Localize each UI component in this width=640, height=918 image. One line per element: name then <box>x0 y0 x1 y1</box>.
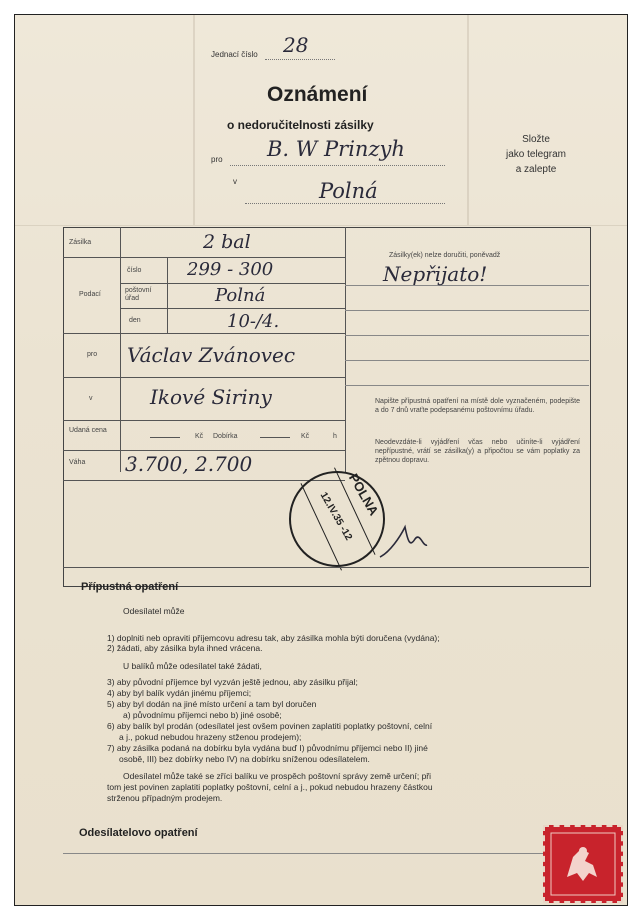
measure-item: 2) žádati, aby zásilka byla ihned vrácena. <box>107 643 263 653</box>
form-divider <box>345 227 346 472</box>
measure-item: strženou případným prodejem. <box>107 793 223 803</box>
row-line <box>63 450 345 451</box>
postmark-date: 12.IV.35 -12 <box>317 490 354 543</box>
jednaci-line <box>265 59 335 60</box>
header-v-line <box>245 203 445 204</box>
measure-item: tom jest povinen zaplatiti poplatky poštovní, celní a j., pokud nebudou hrazeny částkou <box>107 782 433 792</box>
header-v-value: Polná <box>319 179 378 203</box>
signature-mark <box>375 517 435 567</box>
measure-item: 4) aby byl balík vydán jinému příjemci; <box>107 688 252 698</box>
sender-measures-heading: Odesílatelovo opatření <box>79 827 198 839</box>
jednaci-value: 28 <box>283 33 309 57</box>
form-note-1: Napište přípustná opatření na místě dole vyznačeném, podepište a do 7 dnů vraťte podepsanému poštovnímu úřadu. <box>375 398 580 414</box>
dash-mark <box>260 437 290 438</box>
zasilka-value: 2 bal <box>203 231 251 253</box>
dobirka-kc-label: Kč <box>301 433 310 440</box>
zasilka-label: Zásilka <box>69 239 92 246</box>
lion-emblem-icon <box>545 827 621 901</box>
dobirka-label: Dobírka <box>213 433 238 440</box>
header-pro-line <box>230 165 445 166</box>
label-divider <box>120 227 121 472</box>
measure-item: 1) doplniti neb opraviti příjemcovu adresu tak, aby zásilka mohla býti doručena (vydána); <box>107 633 440 643</box>
fold-line <box>467 15 469 225</box>
measures-heading: Přípustná opatření <box>81 581 179 593</box>
measure-item: 5) aby byl dodán na jiné místo určení a tam byl doručen <box>107 699 317 709</box>
cislo-value: 299 - 300 <box>187 259 274 280</box>
reason-value: Nepřijato! <box>383 262 488 286</box>
fold-note-2: jako telegram <box>505 149 567 160</box>
measure-item: U balíků může odesílatel také žádati, <box>123 661 262 671</box>
pro-value: Václav Zvánovec <box>127 343 296 367</box>
v-label: v <box>89 395 93 402</box>
footer-line <box>63 853 549 854</box>
header-pro-label: pro <box>211 155 223 164</box>
row-line <box>63 480 345 481</box>
postmark-stamp <box>289 471 385 567</box>
reason-label: Zásilky(ek) nelze doručiti, poněvadž <box>389 252 501 259</box>
header-v-label: v <box>233 177 237 186</box>
cislo-label: číslo <box>127 267 142 274</box>
podaci-label: Podací <box>79 291 101 298</box>
measure-item: a j., pokud nebudou hrazeny stženou prodejem); <box>119 732 302 742</box>
dobirka-h-label: h <box>333 433 337 440</box>
measure-item: Odesílatel může také se zříci balíku ve prospěch poštovní správy země určení; při <box>123 771 432 781</box>
row-line <box>120 283 345 284</box>
measure-item: 3) aby původní příjemce byl vyzván ještě jednou, aby zásilku přijal; <box>107 677 358 687</box>
reason-line <box>345 335 589 336</box>
section-line <box>63 567 589 568</box>
fold-note-3: a zalepte <box>515 164 557 175</box>
document-subtitle: o nedoručitelnosti zásilky <box>227 118 374 132</box>
measure-item: 7) aby zásilka podaná na dobírku byla vydána buď I) původnímu příjemci nebo II) jiné <box>107 743 428 753</box>
row-line <box>63 377 345 378</box>
jednaci-label: Jednací číslo <box>211 50 258 59</box>
vaha-value: 3.700, 2.700 <box>125 452 253 476</box>
fold-instruction <box>481 132 591 177</box>
row-line <box>63 420 345 421</box>
fold-line <box>15 225 627 226</box>
document-title: Oznámení <box>267 83 368 106</box>
row-line <box>63 257 345 258</box>
postovni-urad-label: poštovní úřad <box>125 287 152 302</box>
measure-item: 6) aby balík byl prodán (odesílatel jest ovšem povinen zaplatiti poplatky poštovní, celní <box>107 721 433 731</box>
reason-line <box>345 385 589 386</box>
document-frame <box>14 14 628 906</box>
dash-mark <box>150 437 180 438</box>
measures-intro: Odesílatel může <box>123 606 185 616</box>
row-line <box>120 308 345 309</box>
measure-item: a) původnímu příjemci nebo b) jiné osobě; <box>123 710 282 720</box>
reason-line <box>345 360 589 361</box>
measure-item: osobě, III) bez dobírky nebo IV) na dobírku sníženou odesílatelem. <box>119 754 370 764</box>
den-value: 10-/4. <box>227 311 280 332</box>
form-note-2: Neodevzdáte-li vyjádření včas nebo učiníte-li vyjádření nepřípustné, vrátí se zásilka(y) a připočtou se vám poplatky za zpětnou dopravu. <box>375 439 580 464</box>
den-label: den <box>129 317 141 324</box>
postovni-urad-value: Polná <box>215 285 266 306</box>
postage-stamp <box>543 825 623 903</box>
pro-label: pro <box>87 351 98 358</box>
cena-kc-label: Kč <box>195 433 204 440</box>
udana-cena-label: Udaná cena <box>69 427 107 434</box>
header-pro-value: B. W Prinzyh <box>267 137 405 161</box>
row-line <box>63 333 345 334</box>
sub-divider <box>167 257 168 333</box>
fold-line <box>193 15 195 225</box>
vaha-label: Váha <box>69 459 86 466</box>
postmark-text: POLNA <box>345 471 382 518</box>
v-value: Ikové Siriny <box>150 385 272 409</box>
fold-note-1: Složte <box>522 134 550 145</box>
reason-line <box>345 310 589 311</box>
